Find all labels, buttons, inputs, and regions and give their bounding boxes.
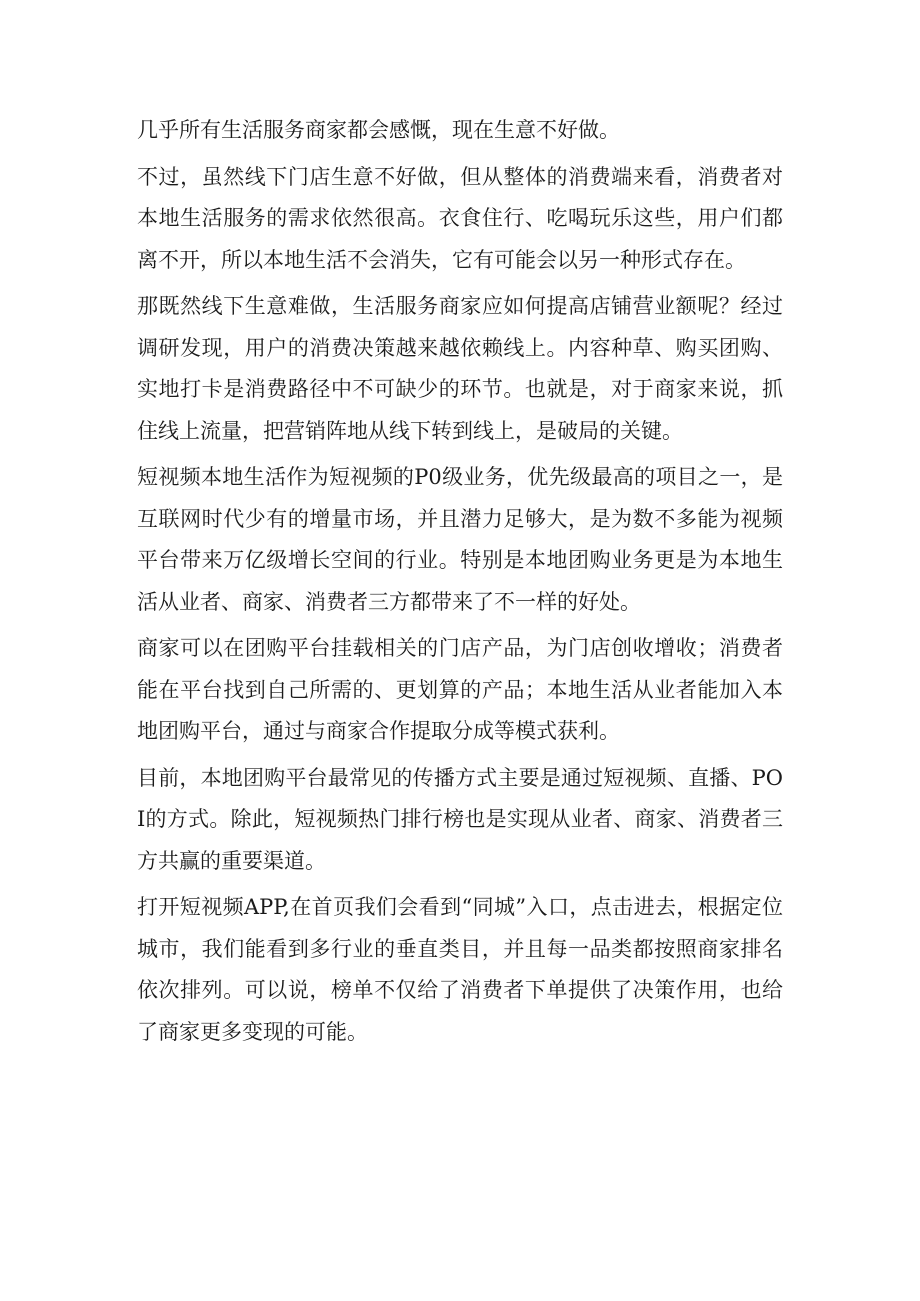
- paragraph-6: 目前，本地团购平台最常见的传播方式主要是通过短视频、直播、POI的方式。除此，短视频热门排行榜也是实现从业者、商家、消费者三方共赢的重要渠道。: [137, 765, 783, 873]
- paragraph-1: 几乎所有生活服务商家都会感慨，现在生意不好做。: [137, 118, 620, 142]
- paragraph-5: 商家可以在团购平台挂载相关的门店产品，为门店创收增收；消费者能在平台找到自己所需的、更划算的产品；本地生活从业者能加入本地团购平台，通过与商家合作提取分成等模式获利。: [137, 636, 783, 743]
- paragraph-3: 那既然线下生意难做，生活服务商家应如何提高店铺营业额呢？经过调研发现，用户的消费决策越来越依赖线上。内容种草、购买团购、实地打卡是消费路径中不可缺少的环节。也就是，对于商家来说，抓住线上流量，把营销阵地从线下转到线上，是破局的关键。: [137, 294, 783, 443]
- article-body: [137, 110, 783, 1058]
- paragraph-7: 打开短视频APP,在首页我们会看到“同城”入口，点击进去，根据定位城市，我们能看到多行业的垂直类目，并且每一品类都按照商家排名依次排列。可以说，榜单不仅给了消费者下单提供了决策作用，也给了商家更多变现的可能。: [137, 895, 783, 1044]
- paragraph-4: 短视频本地生活作为短视频的P0级业务，优先级最高的项目之一，是互联网时代少有的增量市场，并且潜力足够大，是为数不多能为视频平台带来万亿级增长空间的行业。特别是本地团购业务更是为本地生活从业者、商家、消费者三方都带来了不一样的好处。: [137, 465, 783, 614]
- paragraph-2: 不过，虽然线下门店生意不好做，但从整体的消费端来看，消费者对本地生活服务的需求依然很高。衣食住行、吃喝玩乐这些，用户们都离不开，所以本地生活不会消失，它有可能会以另一种形式存在。: [137, 164, 783, 272]
